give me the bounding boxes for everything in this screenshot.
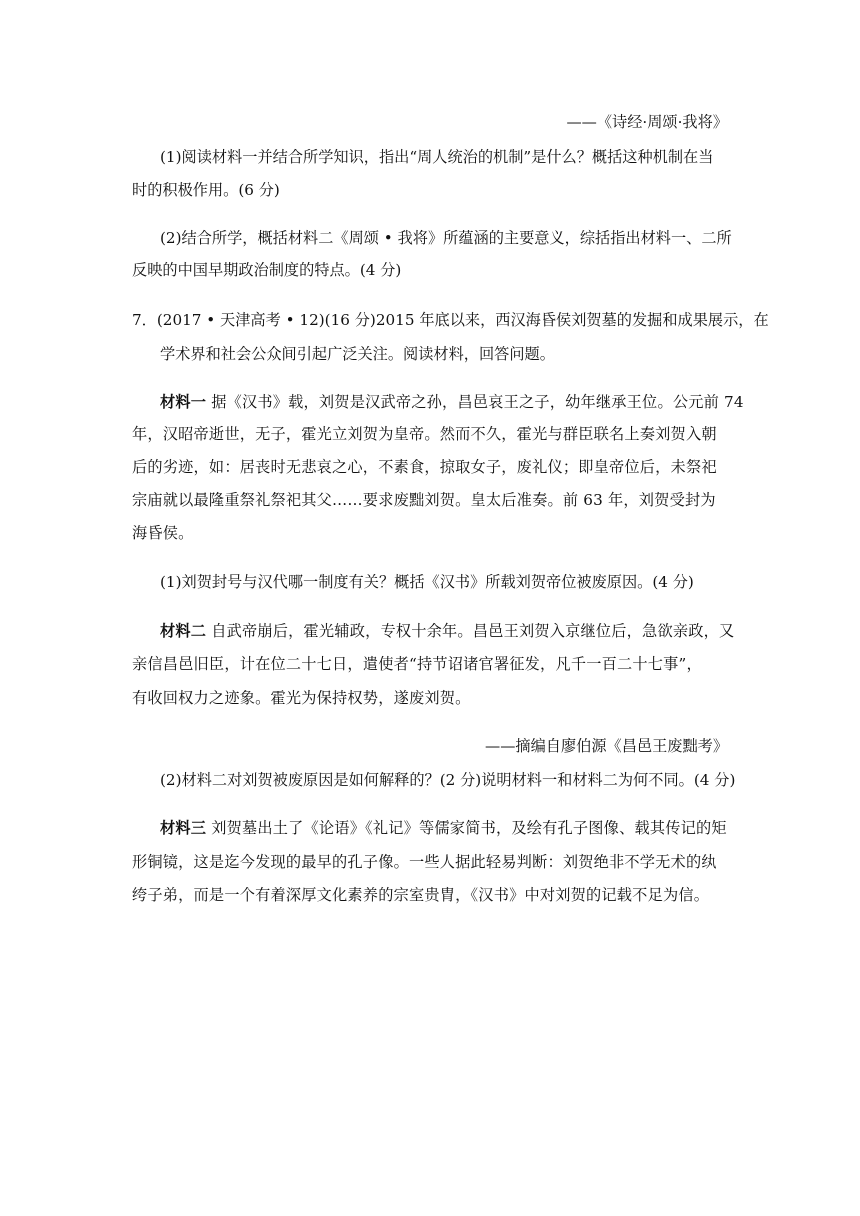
material3-line2: 形铜镜，这是迄今发现的最早的孔子像。一些人据此轻易判断：刘贺绝非不学无术的纨 <box>132 853 717 871</box>
q6-part1-line2: 时的积极作用。(6 分) <box>132 181 280 199</box>
q6-part2-line2: 反映的中国早期政治制度的特点。(4 分) <box>132 261 402 279</box>
q7-header-line2: 学术界和社会公众间引起广泛关注。阅读材料，回答问题。 <box>160 345 555 363</box>
material1-line5: 海昏侯。 <box>132 524 194 542</box>
material1-line1 <box>160 392 744 412</box>
material3-label: 材料三 <box>160 819 207 837</box>
q7-question2: (2)材料二对刘贺被废原因是如何解释的？(2 分)说明材料一和材料二为何不同。(4 分) <box>160 771 736 789</box>
q6-part2-line1: (2)结合所学，概括材料二《周颂 • 我将》所蕴涵的主要意义，综括指出材料一、二所 <box>160 229 732 247</box>
material2-label: 材料二 <box>160 622 207 640</box>
material1-line3: 后的劣迹，如：居丧时无悲哀之心，不素食，掠取女子，废礼仪；即皇帝位后，未祭祀 <box>132 458 717 476</box>
material2-line2: 亲信昌邑旧臣，计在位二十七日，遣使者“持节诏诸官署征发，凡千一百二十七事”， <box>132 655 702 673</box>
material2-text-line1: 自武帝崩后，霍光辅政，专权十余年。昌邑王刘贺入京继位后，急欲亲政，又 <box>211 622 735 640</box>
material1-line4: 宗庙就以最隆重祭礼祭祀其父……要求废黜刘贺。皇太后准奏。前 63 年，刘贺受封为 <box>132 491 716 509</box>
q7-question1: (1)刘贺封号与汉代哪一制度有关？概括《汉书》所载刘贺帝位被废原因。(4 分) <box>160 573 694 591</box>
material2-line3: 有收回权力之迹象。霍光为保持权势，遂废刘贺。 <box>132 689 471 707</box>
q7-header-line1: 7．(2017 • 天津高考 • 12)(16 分)2015 年底以来，西汉海昏侯刘贺墓的发掘和成果展示，在 <box>132 311 769 329</box>
material1-line2: 年，汉昭帝逝世，无子，霍光立刘贺为皇帝。然而不久，霍光与群臣联名上奏刘贺入朝 <box>132 425 717 443</box>
material2-source: ——摘编自廖伯源《昌邑王废黜考》 <box>485 737 728 755</box>
material3-line1 <box>160 818 727 838</box>
material2-line1 <box>160 621 734 641</box>
material1-label: 材料一 <box>160 393 207 411</box>
material3-line3: 绔子弟，而是一个有着深厚文化素养的宗室贵胄，《汉书》中对刘贺的记载不足为信。 <box>132 886 710 904</box>
material3-text-line1: 刘贺墓出土了《论语》《礼记》等儒家简书，及绘有孔子图像、载其传记的矩 <box>211 819 727 837</box>
source-citation-shijing: ——《诗经·周颂·我将》 <box>566 113 728 131</box>
material1-text-line1: 据《汉书》载，刘贺是汉武帝之孙，昌邑哀王之子，幼年继承王位。公元前 74 <box>211 393 744 411</box>
q6-part1-line1: (1)阅读材料一并结合所学知识，指出“周人统治的机制”是什么？概括这种机制在当 <box>160 148 714 166</box>
